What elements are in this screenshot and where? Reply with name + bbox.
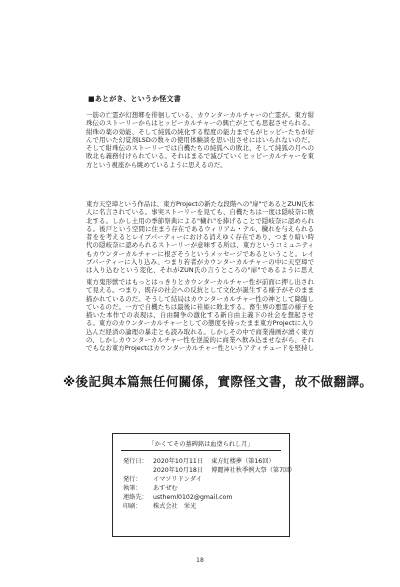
colophon-row-printer <box>123 501 196 510</box>
afterword-paragraph-1: 一筋の亡霊が幻想郷を徘徊している、カウンターカルチャーの亡霊が。東方紺珠伝のストーリーからはヒッピーカルチャーの興亡がとても思起させられる。紺珠の薬の効能、そして純狐の純化する程度の能力までもがヒッピーたちが好んで用いた幻覚剤LSDの数々の使用体験談を思い出させにはいられないのだ。そして紺珠伝のストーリーでは自機たちの純狐への敗北、そして純狐の月への敗北も義務付けられている。それはまるで滅びていくヒッピーカルチャーを東方という視座から眺めているように思えるのだ。 <box>86 111 314 169</box>
afterword-heading: ■あとがき、というか怪文書 <box>88 95 181 103</box>
colophon-key: 発行： <box>123 476 142 483</box>
colophon-key: 印刷： <box>123 503 142 510</box>
page-number: 18 <box>196 557 204 564</box>
colophon-row-issue-date-2 <box>123 465 295 474</box>
translator-notice: ※後記與本篇無任何關係，實際怪文書，故不做翻譯。 <box>63 374 373 389</box>
colophon-value: 2020年10月18日 <box>153 467 204 474</box>
colophon-row-issue-date-1 <box>123 456 275 465</box>
colophon-key: 発行日： <box>123 458 148 465</box>
afterword-paragraph-2: 東方天空璋という作品は、東方Projectの新たな段階への"扉"であるとZUN氏本人に名言されている。事実ストーリーを見ても、自機たちは一度は隠岐奈に敗北する。しかし土用の季節祭典による"穢れ"を捧げることで隠岐奈に認められる。後戸という空間に住まう存在であるウィリアム・テル、穢れを与えられる者をを考えるとレイブパーティーにおける消えゆく存在であり、つまり暗い時代の隠岐奈に認められるストーリーが意味する所は、東方というコミュニティもカウンターカルチャーに根ざそうというメッセージであるということ。レイブパーティーに入り込み、つまり若者がカウンターカルチャーの中に天空璋では入り込むという変化、それがZUN氏の言うところの"扉"であるように思え <box>86 200 314 275</box>
colophon-box <box>112 433 296 537</box>
colophon-value: あすぜむ <box>153 485 178 492</box>
colophon-row-author <box>123 483 178 492</box>
colophon-divider <box>121 450 281 451</box>
colophon-row-contact <box>123 492 232 501</box>
colophon-key: 執筆： <box>123 485 142 492</box>
colophon-value: 株式会社 栄光 <box>153 503 197 510</box>
afterword-paragraph-3: 東方鬼形獣ではもっとはっきりとカウンターカルチャー性が前面に押し出されて見える。つまり、既存の社会への反抗として文化が誕生する様子がそのまま描かれているのだ。そうして結局はカウンターカルチャー性の神として降臨しているのだ。一方で自機たちは最後に袿姫に敗北する。畜生界の悪霊の様子を描いた本作での表現は、自由闘争の激化する新自由主義下の社会を想起させる。東方のカウンターカルチャーとしての態度を持ったまま東方Projectに入り込んだ経済の論理の暴走とも読み取れる。しかしその中で商業漫画が湧く東方の、しかしカウンターカルチャー性を逆説的に商業へ飲み込ませながら、それでもなお東方Projectはカウンターカルチャー性というアティチュードを堅持し <box>86 278 314 353</box>
colophon-event: 博麗神社秋季例大祭（第7回） <box>211 467 296 474</box>
colophon-value: イマソリドンダイ <box>153 476 202 483</box>
colophon-row-publisher <box>123 474 202 483</box>
colophon-value: 2020年10月11日 <box>153 458 204 465</box>
colophon-event: 東方紅楼夢（第16回） <box>211 458 275 465</box>
colophon-title: 「かくてその墓碑銘は血塗られし月」 <box>148 441 254 448</box>
colophon-key: 連絡先： <box>123 494 148 501</box>
colophon-value: ustheml0102@gmail.com <box>153 494 233 501</box>
